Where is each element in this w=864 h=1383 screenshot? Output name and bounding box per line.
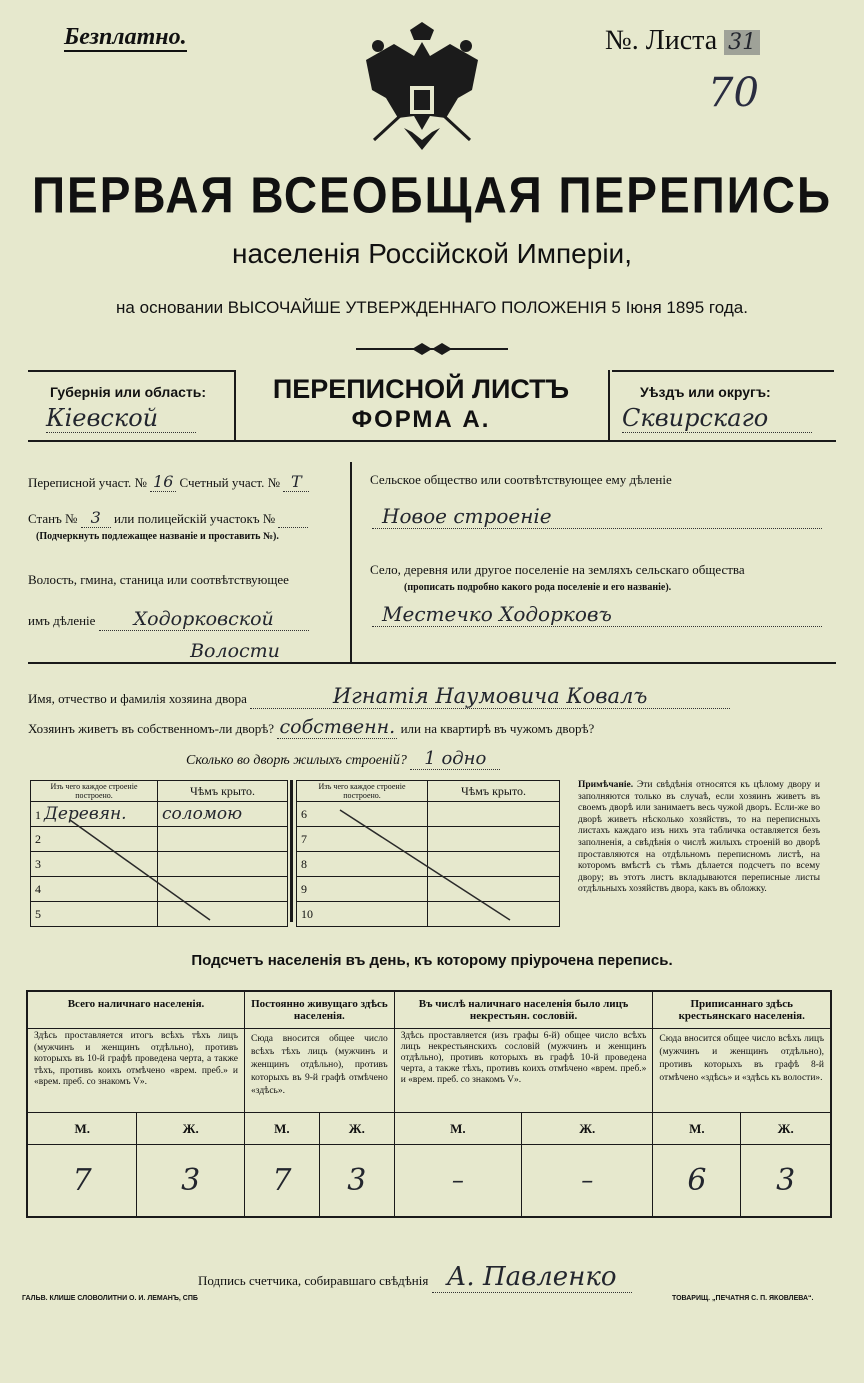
cancel-strike-lines <box>30 800 560 924</box>
signature-label: Подпись счетчика, собиравшаго свѣдѣнія <box>198 1273 429 1288</box>
province-top-rule <box>28 370 234 372</box>
census-plot-number: 16 <box>150 472 176 492</box>
row-number: 4 <box>31 877 158 902</box>
f-label: Ж. <box>137 1113 245 1145</box>
stan-line <box>28 508 308 528</box>
col1-header: Всего наличнаго населенія. <box>27 991 245 1029</box>
volost-label: Волость, гмина, станица или соотвѣтствующее <box>28 572 289 587</box>
village-label: Село, деревня или другое поселеніе на земляхъ сельскаго общества <box>370 562 745 577</box>
province-label: Губернія или область: <box>50 384 207 400</box>
roof-header: Чѣмъ крыто. <box>158 781 288 802</box>
m-label: М. <box>27 1113 137 1145</box>
sheet-number-handwritten: 70 <box>708 70 759 116</box>
volost-label-2: имъ дѣленіе <box>28 613 96 628</box>
residence-label: Хозяинъ живетъ въ собственномъ-ли дворѣ? <box>28 721 275 736</box>
row-number: 2 <box>31 827 158 852</box>
owner-line <box>28 684 730 709</box>
f-label: Ж. <box>522 1113 653 1145</box>
society-value: Новое строеніе <box>372 504 822 529</box>
material-header-right: Изъ чего каждое строеніе построено. <box>297 781 428 802</box>
census-plot-label: Переписной участ. № <box>28 475 147 490</box>
volost-value: Ходорковской <box>99 608 309 631</box>
free-label: Безплатно. <box>64 24 187 50</box>
residence-value: собственн. <box>277 716 397 739</box>
col4-header: Приписаннаго здѣсь крестьянскаго населенія. <box>653 991 831 1029</box>
document-subtitle: населенія Россійской Имперіи, <box>232 238 632 269</box>
row1-material: Деревян. <box>44 804 127 824</box>
population-table <box>26 990 832 1218</box>
form-title: ПЕРЕПИСНОЙ ЛИСТЪ <box>272 374 570 404</box>
volost-value-2: Волости <box>140 640 330 663</box>
row-number: 7 <box>297 827 428 852</box>
row-number: 3 <box>31 852 158 877</box>
col4-desc: Сюда вносится общее число всѣхъ лицъ (мужчинъ и женщинъ отдѣльно), противъ которыхъ въ графѣ 8-й отмѣчено «здѣсь» и «здѣсь къ волости». <box>653 1029 831 1113</box>
residence-label-2: или на квартирѣ въ чужомъ дворѣ? <box>400 721 595 736</box>
row-number: 8 <box>297 852 428 877</box>
double-headed-eagle-emblem-icon <box>360 20 484 156</box>
sheet-number-label <box>605 24 760 60</box>
form-name: ФОРМА А. <box>351 406 491 433</box>
signature-value: А. Павленко <box>432 1262 632 1293</box>
col1-desc: Здѣсь проставляется итогъ всѣхъ тѣхъ лицъ (мужчинъ и женщинъ отдѣльно), противъ которыхъ въ 10-й графѣ проведена черта, а также тѣхъ, противъ коихъ отмѣчено «врем. преб.» и «врем. преб. со знакомъ V». <box>27 1029 245 1113</box>
police-number <box>278 511 308 528</box>
non-peasant-male: – <box>394 1145 521 1217</box>
document-title: ПЕРВАЯ ВСЕОБЩАЯ ПЕРЕПИСЬ <box>31 166 833 224</box>
permanent-female: 3 <box>319 1145 394 1217</box>
buildings-label: Сколько во дворѣ жилыхъ строеній? <box>186 753 407 768</box>
col2-header: Постоянно живущаго здѣсь населенія. <box>245 991 395 1029</box>
roof-header-right: Чѣмъ крыто. <box>428 781 560 802</box>
buildings-value: 1 одно <box>410 748 500 770</box>
m-label: М. <box>653 1113 741 1145</box>
left-imprint: ГАЛЬВ. КЛИШЕ СЛОВОЛИТНИ О. И. ЛЕМАНЪ, СПБ <box>22 1295 198 1302</box>
owner-value: Игнатія Наумовича Ковалъ <box>250 684 730 709</box>
note-block <box>578 780 820 896</box>
note-text: Эти свѣдѣнія относятся къ цѣлому двору и заполняются только въ случаѣ, если хозяинъ живетъ въ своемъ дворѣ или занимаетъ весь чужой дворъ. Если-же во дворѣ живетъ нѣсколько хозяйствъ, то на переписныхъ листахъ каждаго изъ нихъ эта табличка оставляется безъ заполненія, а свѣдѣнія о числѣ жилыхъ строеній во дворѣ проставляются на отдѣльномъ переписномъ листѣ, на которомъ вмѣстѣ съ тѣмъ дѣлается подсчетъ по всему двору; въ этотъ листъ вкладываются переписные листы отдѣльныхъ хозяйствъ двора, какъ въ обложку. <box>578 780 821 895</box>
row-number: 1 <box>35 808 41 822</box>
owner-label: Имя, отчество и фамилія хозяина двора <box>28 691 247 706</box>
census-plot-line <box>28 472 309 492</box>
location-bottom-rule <box>28 662 836 664</box>
buildings-line <box>186 748 500 770</box>
col2-desc: Сюда вносится общее число всѣхъ тѣхъ лицъ (мужчинъ и женщинъ отдѣльно), противъ которыхъ въ 9-й графѣ отмѣчено «здѣсь». <box>245 1029 395 1113</box>
province-value: Кіевской <box>46 404 196 433</box>
volost-line <box>28 608 309 631</box>
m-label: М. <box>245 1113 320 1145</box>
f-label: Ж. <box>741 1113 831 1145</box>
registered-peasant-female: 3 <box>741 1145 831 1217</box>
district-value: Сквирскаго <box>622 404 812 433</box>
form-band-right-rule <box>608 370 610 442</box>
count-plot-number: Т <box>283 472 309 492</box>
col3-desc: Здѣсь проставляется (изъ графы 6-й) общее число всѣхъ лицъ некрестьянскихъ сословій (мужчинъ и женщинъ отдѣльно), противъ которыхъ въ графѣ 10-й проведена черта, а также тѣхъ, противъ коихъ отмѣчено «врем. преб.» и «врем. преб. со знакомъ V». <box>394 1029 653 1113</box>
sheet-number: 31 <box>724 30 760 55</box>
material-header: Изъ чего каждое строеніе построено. <box>31 781 158 802</box>
row-number: 5 <box>31 902 158 927</box>
ornamental-divider-icon <box>356 341 508 357</box>
right-imprint: ТОВАРИЩ. „ПЕЧАТНЯ С. П. ЯКОВЛЕВА“. <box>672 1295 814 1302</box>
row-number: 6 <box>297 802 428 827</box>
village-note: (прописать подробно какого рода поселеніе и его названіе). <box>404 582 672 593</box>
row-number: 10 <box>297 902 428 927</box>
residence-line <box>28 716 594 739</box>
district-label: Уѣздъ или округъ: <box>640 384 771 400</box>
stan-number: 3 <box>81 508 111 528</box>
count-plot-label: Счетный участ. № <box>179 475 281 490</box>
population-title: Подсчетъ населенія въ день, къ которому пріурочена перепись. <box>191 952 673 969</box>
total-male: 7 <box>27 1145 137 1217</box>
total-female: 3 <box>137 1145 245 1217</box>
registered-peasant-male: 6 <box>653 1145 741 1217</box>
m-label: М. <box>394 1113 521 1145</box>
signature-line <box>198 1262 632 1293</box>
row1-roof: соломою <box>158 802 288 827</box>
note-title: Примѣчаніе. <box>578 780 634 790</box>
police-note: (Подчеркнуть подлежащее названіе и проставить №). <box>36 531 279 542</box>
col3-header: Въ числѣ наличнаго населенія было лицъ некрестьян. сословій. <box>394 991 653 1029</box>
form-band-bottom-rule <box>28 440 836 442</box>
police-label: или полицейскій участокъ № <box>113 511 276 526</box>
location-divider <box>350 462 352 662</box>
non-peasant-female: – <box>522 1145 653 1217</box>
district-top-rule <box>612 370 834 372</box>
sheet-label: №. Листа <box>605 25 718 56</box>
stan-label: Станъ № <box>28 511 78 526</box>
f-label: Ж. <box>319 1113 394 1145</box>
row-number: 9 <box>297 877 428 902</box>
permanent-male: 7 <box>245 1145 320 1217</box>
society-label: Сельское общество или соотвѣтствующее ему дѣленіе <box>370 472 672 487</box>
village-value: Местечко Ходорковъ <box>372 602 822 627</box>
legal-basis-line: на основании ВЫСОЧАЙШЕ УТВЕРЖДЕННАГО ПОЛОЖЕНІЯ 5 Іюня 1895 года. <box>116 298 748 317</box>
